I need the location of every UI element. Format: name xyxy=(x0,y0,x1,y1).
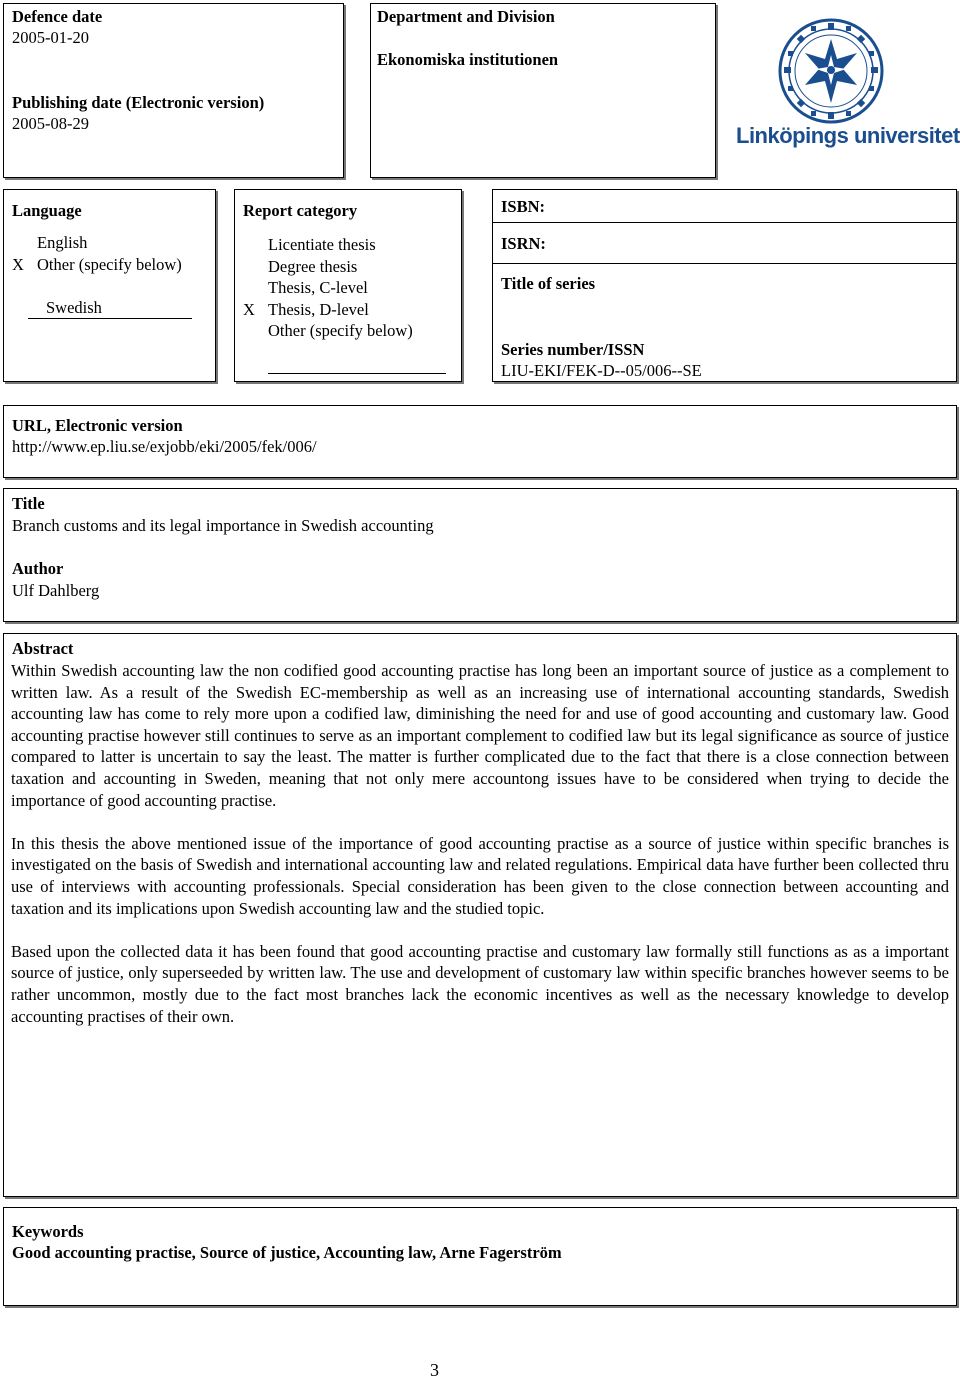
abstract-paragraph-2: In this thesis the above mentioned issue of the importance of good accounting practise as a source of justice within specific branches is investigated on the basis of Swedish and international accounting law and related regulations. Empirical data have further been collected thru use of interviews with accounting professionals. Special consideration has been given to the close connection between accounting and taxation and its implications upon Swedish accounting law and the studied topic. xyxy=(11,833,949,918)
defence-date-value: 2005-01-20 xyxy=(12,28,89,47)
abstract-paragraph-3: Based upon the collected data it has been found that good accounting practise and customary law formally still functions as as a important source of justice, only superseeded by written law. The use and development of customary law within specific branches however seems to be rather uncommon, mostly due to the fact most branches lack the economic incentives as well as the necessary knowledge to develop accounting practises of their own. xyxy=(11,941,949,1026)
language-label: Language xyxy=(12,201,82,220)
department-box xyxy=(370,3,716,178)
report-option-degree: Degree thesis xyxy=(268,257,358,276)
series-title-label: Title of series xyxy=(501,274,596,293)
university-logo xyxy=(716,3,960,178)
keywords-value: Good accounting practise, Source of justice, Accounting law, Arne Fagerström xyxy=(12,1243,562,1262)
report-option-d-level: Thesis, D-level xyxy=(268,300,369,319)
author-value: Ulf Dahlberg xyxy=(12,581,100,600)
department-label: Department and Division xyxy=(377,7,555,26)
keywords-box xyxy=(3,1207,957,1306)
defence-date-label: Defence date xyxy=(12,7,103,26)
url-value: http://www.ep.liu.se/exjobb/eki/2005/fek/006/ xyxy=(12,437,317,456)
language-specify-value: Swedish xyxy=(46,298,102,317)
language-option-english: English xyxy=(37,233,88,252)
abstract-box xyxy=(3,633,957,1197)
url-box xyxy=(3,405,957,478)
report-category-label: Report category xyxy=(243,201,358,220)
author-label: Author xyxy=(12,559,64,578)
series-number-label: Series number/ISSN xyxy=(501,340,645,359)
title-box xyxy=(3,488,957,622)
defence-date-box xyxy=(3,3,344,178)
isrn-divider xyxy=(493,263,956,264)
report-option-other: Other (specify below) xyxy=(268,321,413,340)
abstract-label: Abstract xyxy=(12,639,74,658)
series-number-value: LIU-EKI/FEK-D--05/006--SE xyxy=(501,361,702,380)
department-value: Ekonomiska institutionen xyxy=(377,50,559,69)
language-specify-underline xyxy=(28,318,192,319)
series-box xyxy=(492,189,957,382)
url-label: URL, Electronic version xyxy=(12,416,183,435)
report-category-box xyxy=(234,189,462,382)
language-option-other: Other (specify below) xyxy=(37,255,182,274)
abstract-paragraph-1: Within Swedish accounting law the non codified good accounting practise has long been an important source of justice as a complement to written law. As a result of the Swedish EC-membership as well as an increasing use of international accounting standards, Swedish accounting law has come to rely more upon a codified law, diminishing the need for and use of good accounting and customary law. Good accounting practise however still continues to serve as an important complement to codified law but its legal significance as source of justice compared to latter is uncertain to say the least. The matter is further complicated due to the fact that there is a close connection between taxation and accounting in Sweden, meaning that not only mere accountong issues have to be considered when trying to decide the importance of good accounting practise. xyxy=(11,661,949,810)
isbn-divider xyxy=(493,222,956,223)
isbn-label: ISBN: xyxy=(501,197,546,216)
title-label: Title xyxy=(12,494,45,513)
keywords-label: Keywords xyxy=(12,1222,84,1241)
abstract-body xyxy=(11,660,949,1027)
publishing-date-label: Publishing date (Electronic version) xyxy=(12,93,265,112)
isrn-label: ISRN: xyxy=(501,234,546,253)
language-option-mark: X xyxy=(12,255,24,274)
university-seal-icon xyxy=(716,3,956,178)
publishing-date-value: 2005-08-29 xyxy=(12,114,89,133)
language-box xyxy=(3,189,216,382)
report-option-mark: X xyxy=(243,300,255,319)
report-option-licentiate: Licentiate thesis xyxy=(268,235,376,254)
title-value: Branch customs and its legal importance in Swedish accounting xyxy=(12,516,434,535)
report-option-c-level: Thesis, C-level xyxy=(268,278,368,297)
university-logo-text: Linköpings universitet xyxy=(736,123,960,148)
report-specify-underline xyxy=(268,373,446,374)
page-number: 3 xyxy=(430,1360,439,1380)
